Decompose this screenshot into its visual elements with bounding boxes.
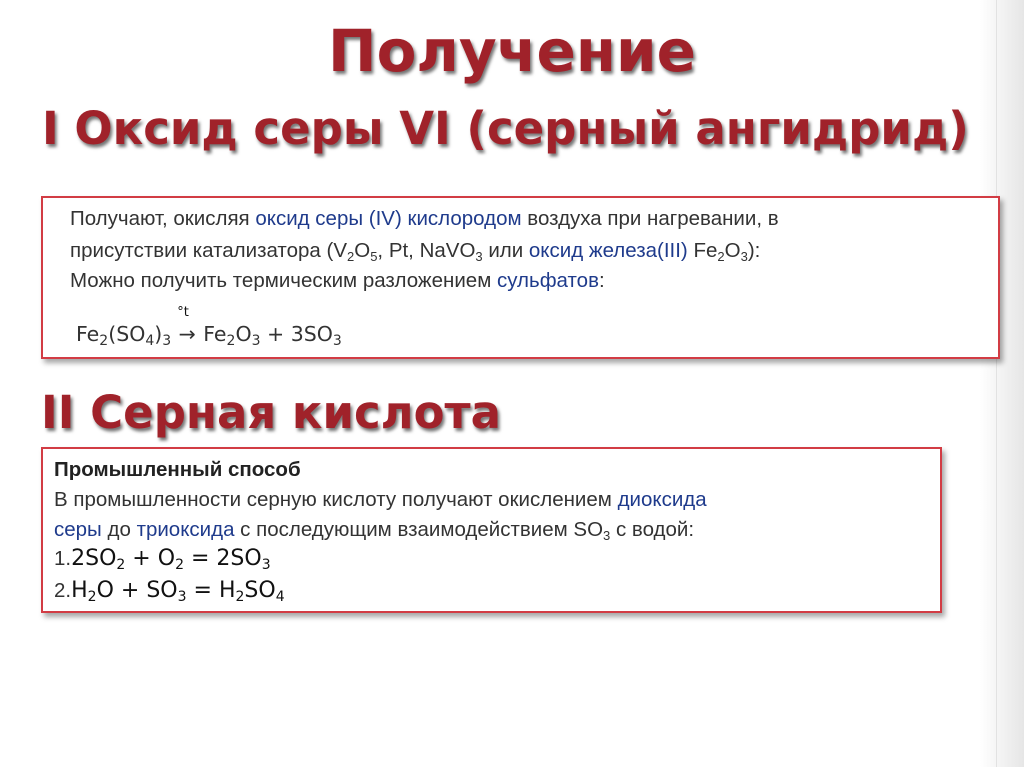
subscript: 2 xyxy=(717,249,725,264)
reaction-arrow xyxy=(171,305,203,346)
formula-part: H xyxy=(71,578,88,603)
formula-part: = 2SO xyxy=(183,546,262,571)
page-title: Получение xyxy=(328,17,696,85)
production-text-line-3 xyxy=(70,268,605,294)
link-sulfur-oxide-iv[interactable]: оксид серы (IV) xyxy=(255,207,402,230)
text: : xyxy=(598,269,605,292)
subscript: 2 xyxy=(235,589,245,605)
text: , Pt, NaVO xyxy=(377,239,476,262)
subscript: 3 xyxy=(603,528,611,543)
text: воздуха при нагревании, в xyxy=(521,207,779,230)
text: O xyxy=(354,239,371,262)
formula-part: + O xyxy=(125,546,176,571)
formula-part: = H xyxy=(186,578,236,603)
link-sulfur-dioxide[interactable]: диоксида xyxy=(617,488,707,511)
equation-1 xyxy=(54,546,271,571)
subscript: 2 xyxy=(116,557,126,573)
link-oxygen[interactable]: кислородом xyxy=(407,207,522,230)
text: O xyxy=(724,239,741,262)
subscript: 3 xyxy=(475,249,483,264)
formula-part: (SO xyxy=(108,322,146,346)
subscript: 4 xyxy=(145,333,155,349)
arrow-icon: → xyxy=(178,322,196,346)
formula-part: O xyxy=(235,322,252,346)
production-text-line-1 xyxy=(70,206,779,232)
acid-text-line-1 xyxy=(54,487,707,513)
text: или xyxy=(482,239,529,262)
section-2-title: II Серная кислота xyxy=(41,386,501,439)
formula-part: 2SO xyxy=(71,546,117,571)
formula-part: ) xyxy=(154,322,163,346)
text: Можно получить термическим разложением xyxy=(70,269,497,292)
subscript: 2 xyxy=(347,249,355,264)
text: В промышленности серную кислоту получают окислением xyxy=(54,488,618,511)
formula-part: Fe xyxy=(203,322,227,346)
formula-part: SO xyxy=(244,578,276,603)
sulfur-trioxide-box xyxy=(41,196,1000,359)
subscript: 3 xyxy=(162,333,172,349)
formula-part: Fe xyxy=(76,322,100,346)
subscript: 3 xyxy=(332,333,342,349)
text: присутствии катализатора (V xyxy=(70,239,347,262)
production-text-line-2 xyxy=(70,238,760,264)
sulfuric-acid-box xyxy=(41,447,942,613)
subscript: 2 xyxy=(99,333,109,349)
equation-number: 2. xyxy=(54,579,72,602)
subscript: 2 xyxy=(87,589,97,605)
acid-text-line-2 xyxy=(54,517,694,543)
page-edge xyxy=(980,0,1024,767)
subscript: 2 xyxy=(226,333,236,349)
subscript: 3 xyxy=(177,589,187,605)
text: ): xyxy=(747,239,761,262)
equation-number: 1. xyxy=(54,547,72,570)
heating-label: °t xyxy=(177,305,189,320)
decomposition-equation xyxy=(76,305,342,349)
link-iron-oxide-iii[interactable]: оксид железа(III) xyxy=(528,239,688,262)
subscript: 2 xyxy=(175,557,184,573)
text: до xyxy=(101,518,137,541)
text: с последующим взаимодействием SO xyxy=(234,518,604,541)
text: с водой: xyxy=(610,518,695,541)
subscript: 4 xyxy=(275,589,285,605)
text: Получают, окисляя xyxy=(70,207,256,230)
subscript: 3 xyxy=(261,557,271,573)
industrial-method-heading: Промышленный способ xyxy=(54,458,301,481)
subscript: 3 xyxy=(251,333,261,349)
section-1-title: I Оксид серы VI (серный ангидрид) xyxy=(42,102,969,155)
link-sulfur-trioxide[interactable]: триоксида xyxy=(136,518,235,541)
equation-2 xyxy=(54,578,285,603)
link-sulfates[interactable]: сульфатов xyxy=(497,269,599,292)
link-sulfur[interactable]: серы xyxy=(54,518,102,541)
formula-part: + 3SO xyxy=(260,322,333,346)
subscript: 3 xyxy=(740,249,748,264)
text: Fe xyxy=(687,239,718,262)
formula-part: O + SO xyxy=(96,578,178,603)
subscript: 5 xyxy=(370,249,378,264)
